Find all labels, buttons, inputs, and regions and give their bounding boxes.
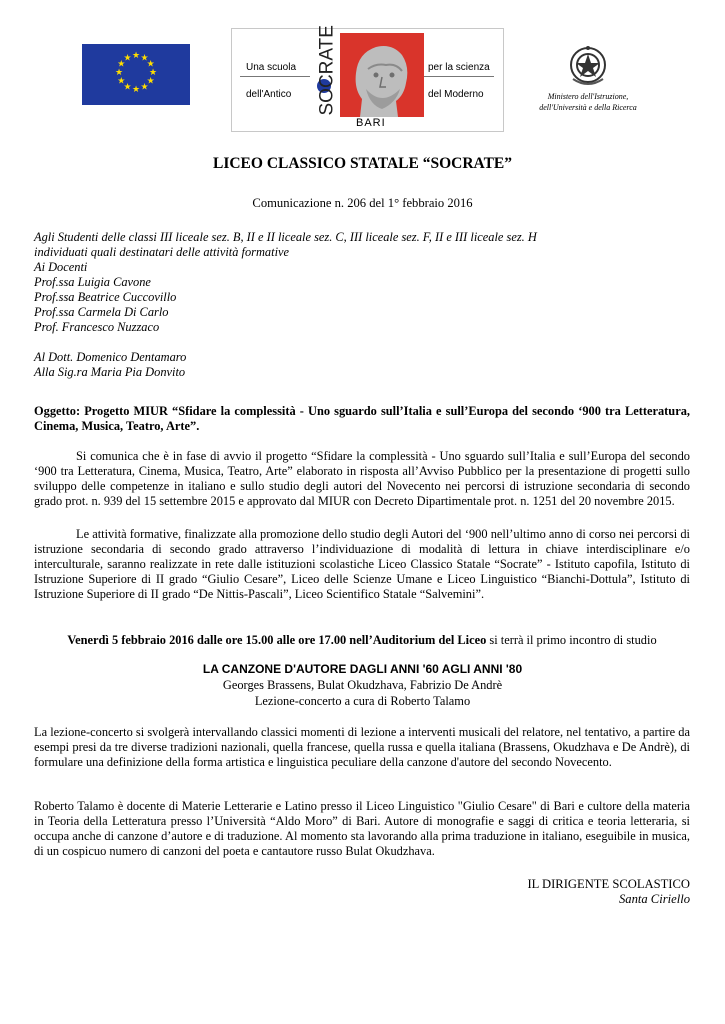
document-title: LICEO CLASSICO STATALE “SOCRATE” <box>212 155 513 172</box>
logo-right-text <box>424 29 503 131</box>
event-announcement <box>34 633 690 648</box>
logo-divider <box>240 76 310 77</box>
svg-text:★: ★ <box>131 51 141 61</box>
logo-right-bottom: del Moderno <box>428 89 484 100</box>
school-logo <box>231 25 504 132</box>
body-paragraph: Roberto Talamo è docente di Materie Letterarie e Latino presso il Liceo Linguistico "Giulio Cesare" di Bari e cultore della materia in Teoria della Letteratura presso l’Università “Aldo Moro” di Bari. Autore di monografie e saggi di critica e teoria letteraria, si occupa anche di canzone d’autore e di traduzione. Al momento sta lavorando alla prima traduzione in italiano, eseguibile in musica, di un cospicuo numero di canzoni del poeta e cantautore russo Bulat Okudzhava. <box>34 799 690 858</box>
logo-vertical-text: SOCRATE <box>316 25 338 116</box>
addressee-line: Prof. Francesco Nuzzaco <box>34 320 160 334</box>
body-paragraph: La lezione-concerto si svolgerà intervallando classici momenti di lezione a interventi musicali del relatore, nel tentativo, a partire da esempi presi da tre diverse tradizioni nazionali, quella francese, quella russa e quella italiana (Brassens, Okudzhava e De Andrè), di formulare una definizione della forma artistica e linguistica peculiare della canzone d'autore del secondo Novecento. <box>34 725 690 769</box>
addressees-list <box>34 230 694 380</box>
svg-text:★: ★ <box>117 59 126 70</box>
body-paragraph: Le attività formative, finalizzate alla promozione dello studio degli Autori del ‘900 nell’ultimo anno di corso nei percorsi di istruzione secondaria di secondo grado attraverso l’individuazione di modalità di lettura in chiave interdisciplinare e/o interculturale, saranno realizzate in rete dalle istituzioni scolastiche Liceo Classico Statale “Socrate” - Istituto capofila, Istituto di Istruzione Superiore di II grado “Giulio Cesare”, Liceo delle Scienze Umane e Liceo Linguistico “Bianchi-Dottula”, Istituto di Istruzione Superiore di II grado “De Nittis-Pascali”, Liceo Scientifico Statale “Salvemini”. <box>34 527 690 601</box>
addressee-spacer <box>34 335 694 350</box>
addressee-line: individuati quali destinatari delle attività formative <box>34 245 290 259</box>
eu-flag-icon <box>82 44 190 105</box>
svg-text:★: ★ <box>140 82 149 93</box>
addressee-line: Prof.ssa Carmela Di Carlo <box>34 305 169 319</box>
signatory-name: Santa Ciriello <box>618 892 690 906</box>
concert-artists: Georges Brassens, Bulat Okudzhava, Fabrizio De Andrè <box>222 678 503 692</box>
logo-left-top: Una scuola <box>246 62 297 73</box>
svg-text:★: ★ <box>123 53 132 64</box>
addressee-line: Prof.ssa Luigia Cavone <box>34 275 151 289</box>
svg-text:★: ★ <box>114 68 124 78</box>
svg-text:★: ★ <box>123 82 132 93</box>
svg-text:★: ★ <box>146 76 155 87</box>
body-paragraph: Si comunica che è in fase di avvio il progetto “Sfidare la complessità - Uno sguardo sull’Italia e sull’Europa del secondo ‘900 tra Letteratura, Cinema, Musica, Teatro, Arte” elaborato in risposta all’Avviso Pubblico per la presentazione di progetti sullo sviluppo delle competenze in italiano e sullo studio degli autori del Novecento nei percorsi di istruzione secondaria di secondo grado prot. n. 939 del 15 settembre 2015 e approvato dal MIUR con Decreto Dipartimentale prot. n. 1251 del 20 novembre 2015. <box>34 449 690 508</box>
concert-curator: Lezione-concerto a cura di Roberto Talamo <box>254 694 471 708</box>
svg-text:★: ★ <box>146 59 155 70</box>
svg-text:★: ★ <box>148 68 158 78</box>
ministry-name: Ministero dell'Istruzione, dell'Università e della Ricerca <box>539 92 637 112</box>
event-description: si terrà il primo incontro di studio <box>486 633 657 647</box>
svg-text:★: ★ <box>131 85 141 95</box>
addressee-line: Prof.ssa Beatrice Cuccovillo <box>34 290 177 304</box>
logo-city: BARI <box>356 117 386 129</box>
logo-left-text <box>232 29 312 131</box>
logo-left-bottom: dell'Antico <box>246 89 292 100</box>
communication-number: Comunicazione n. 206 del 1° febbraio 2016 <box>252 196 473 210</box>
addressee-line: Alla Sig.ra Maria Pia Donvito <box>34 365 186 379</box>
logo-right-top: per la scienza <box>428 62 490 73</box>
italian-republic-emblem-icon <box>567 45 609 89</box>
svg-text:★: ★ <box>117 76 126 87</box>
concert-title: LA CANZONE D'AUTORE DAGLI ANNI '60 AGLI ANNI '80 <box>202 662 523 676</box>
logo-divider <box>424 76 494 77</box>
signatory-role: IL DIRIGENTE SCOLASTICO <box>527 877 690 891</box>
addressee-line: Al Dott. Domenico Dentamaro <box>34 350 187 364</box>
addressee-line: Ai Docenti <box>34 260 88 274</box>
addressee-line: Agli Studenti delle classi III liceale sez. B, II e II liceale sez. C, III liceale sez. F, II e III liceale sez. H <box>34 230 537 244</box>
event-datetime: Venerdì 5 febbraio 2016 dalle ore 15.00 alle ore 17.00 nell’Auditorium del Liceo <box>67 633 487 647</box>
subject-line: Oggetto: Progetto MIUR “Sfidare la complessità - Uno sguardo sull’Italia e sull’Europa del secondo ‘900 tra Letteratura, Cinema, Musica, Teatro, Arte”. <box>34 404 690 433</box>
svg-text:★: ★ <box>140 53 149 64</box>
